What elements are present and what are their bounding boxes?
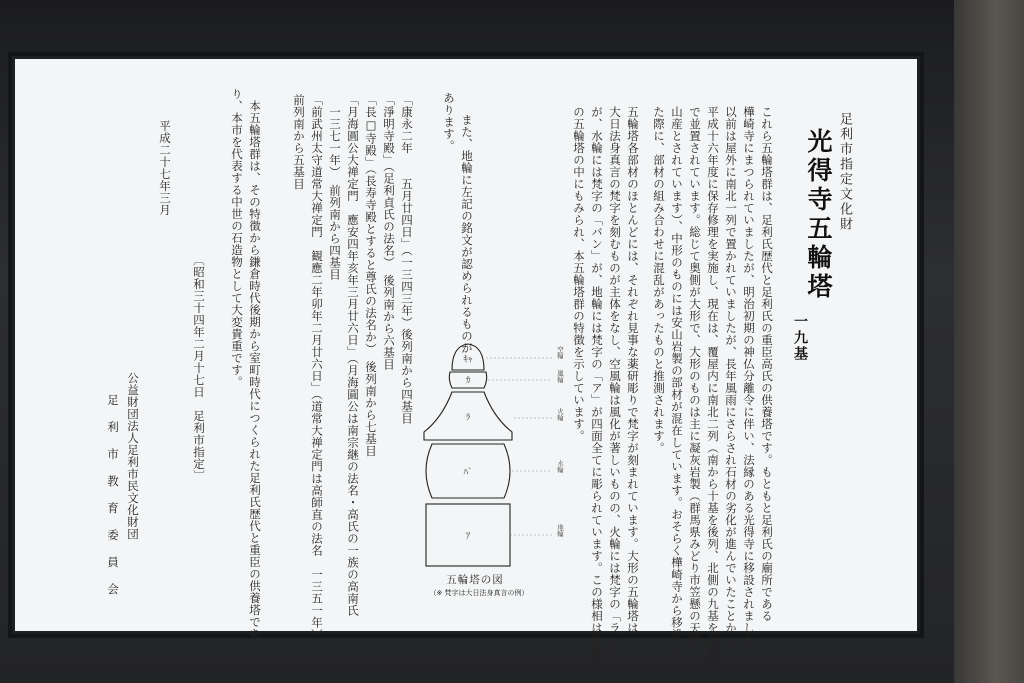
intro-column: あります。 <box>442 92 456 152</box>
information-board <box>12 56 920 670</box>
background-wall <box>954 0 1024 683</box>
body-column: 平成十六年度に保存修理を実施し、現在は、覆屋内に南北二列（南から十基を後列、北側の九基を前列） <box>706 106 720 670</box>
inscription-column: 「康永二年 五月廿四日」（一三四三年）後列南から四基目 <box>400 94 414 425</box>
bonji-label-suirin: ﾊﾞ <box>463 468 473 478</box>
body-column: た際に、部材の組み合わせに混乱があったものと推測されます。 <box>652 106 666 454</box>
body-column: の五輪塔の中にもみられ、本五輪塔群の特徴を示しています。 <box>572 106 586 442</box>
inscription-column: 「前武州太守道常大禅定門 観應二年卯年二月廿六日」（道常大禅定門は高師直の法名 一三五一年） <box>310 94 324 641</box>
body-column: 山産とされています）、中形のものには安山岩製の部材が混在しています。おそらく樺崎寺から移設し <box>670 106 684 653</box>
body-column: 樺崎寺にまつられていましたが、明治初期の神仏分離令に伴い、法縁のある光得寺に移設されました。 <box>742 106 756 658</box>
body-column: 以前は屋外に南北一列で置かれていましたが、長年風雨にさらされ石材の劣化が進んでいたことから、 <box>724 106 738 658</box>
count-label: 一九基 <box>792 314 808 362</box>
inscription-column: 一三七一年） 前列南から四基目 <box>328 94 342 281</box>
issuer-board-of-education: 足 利 市 教 育 委 員 会 <box>106 394 120 597</box>
part-label-karin: 火輪 <box>556 408 564 421</box>
body-column: これら五輪塔群は、足利氏歴代と足利氏の重臣高氏の供養塔です。もともと足利氏の廟所である <box>760 106 774 622</box>
bonji-label-chirin: ｱ <box>465 532 471 542</box>
body-column: で並置されています。総じて奥側が大形で、大形のものは主に凝灰岩製（群馬県みどり市笠懸の天神 <box>688 106 702 646</box>
inscription-column: 「淨明寺殿」（足利貞氏の法名） 後列南から六基目 <box>382 94 396 371</box>
body-column: が、水輪には梵字の「バン」が、地輪には梵字の「ア」が四面全てに彫られています。この様相は中形 <box>590 106 604 658</box>
issuer-foundation: 公益財団法人足利市民文化財団 <box>126 372 140 540</box>
body-column: 五輪塔各部材のほとんどには、それぞれ見事な薬研彫りで梵字が刻まれています。大形の五輪塔は <box>626 106 640 634</box>
page-title: 光得寺五輪塔 <box>804 128 833 302</box>
part-label-kuurin: 空輪 <box>556 346 564 359</box>
diagram-note: （※ 梵字は大日法身真言の例） <box>429 589 529 597</box>
inscription-column: 前列南から五基目 <box>292 94 306 190</box>
summary-column: 本五輪塔群は、その特徴から鎌倉時代後期から室町時代につくられた足利氏歴代と重臣の供養塔であ <box>248 100 262 640</box>
intro-column: また、地輪に左記の銘文が認められるものが <box>460 114 474 354</box>
designation-label: 足利市指定文化財 <box>837 112 852 232</box>
part-label-chirin: 地輪 <box>556 524 564 537</box>
part-label-suirin: 水輪 <box>556 460 564 473</box>
diagram-caption: 五輪塔の図 <box>446 574 504 586</box>
designation-date: 〔昭和三十四年二月十七日 足利市指定〕 <box>192 254 206 482</box>
part-label-fuurin: 風輪 <box>556 370 564 383</box>
inscription-column: 「月海圓公大禅定門 應安四年亥年三月廿六日」（月海圓公は南宗継の法名・高氏の一族の高南氏 <box>346 94 360 617</box>
summary-column: り、本市を代表する中世の石造物として大変貴重です。 <box>230 88 244 388</box>
bonji-label-kuurin: ｷｬ <box>463 355 473 365</box>
issue-date: 平成二十七年三月 <box>158 120 172 216</box>
inscription-column: 「長□寺殿」（長寿寺殿とすると尊氏の法名か） 後列南から七基目 <box>364 94 378 457</box>
bonji-label-karin: ﾗ <box>465 413 471 423</box>
bonji-label-fuurin: ｶ <box>465 376 471 386</box>
body-column: 大日法身真言の梵字を刻むものが主体をなし、空風輪は風化が著しいものの、火輪には梵字の「ラン」 <box>608 106 622 658</box>
